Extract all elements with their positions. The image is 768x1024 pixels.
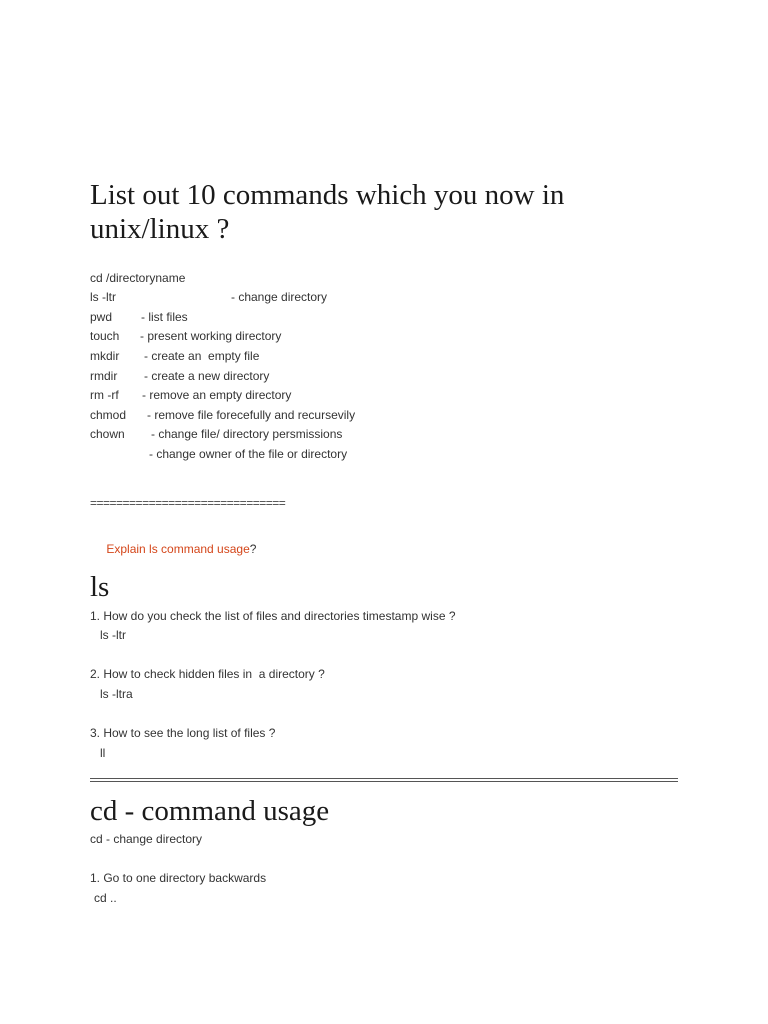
command-name: chmod [90, 407, 127, 422]
command-name: cd /directoryname [90, 270, 186, 285]
cd-question-1: 1. Go to one directory backwards [90, 871, 267, 885]
command-description: - remove file forecefully and recursevily [147, 407, 356, 422]
command-description: - remove an empty directory [142, 388, 292, 403]
command-name: pwd [90, 309, 113, 324]
command-name: chown [90, 427, 125, 442]
command-name: rmdir [90, 368, 118, 383]
heading-ten-commands-line1: List out 10 commands which you now in [90, 179, 565, 211]
command-name: ls -ltr [90, 290, 116, 305]
ls-question-3: 3. How to see the long list of files ? [90, 726, 276, 740]
command-description: - present working directory [140, 329, 282, 344]
command-name: touch [90, 329, 120, 344]
command-description: - change owner of the file or directory [149, 446, 348, 461]
ls-answer-1: ls -ltr [100, 628, 126, 642]
ls-question-2: 2. How to check hidden files in a directory ? [90, 667, 325, 681]
document-page [90, 0, 680, 1024]
command-list [90, 249, 356, 461]
command-description: - change file/ directory persmissions [151, 427, 343, 442]
command-name: mkdir [90, 348, 120, 363]
explain-ls-suffix: ? [249, 542, 257, 556]
cd-intro: cd - change directory [90, 832, 203, 846]
explain-ls-question [93, 521, 256, 578]
explain-ls-link[interactable]: Explain ls command usage [106, 542, 250, 556]
command-description: - list files [141, 309, 188, 324]
section-divider [90, 778, 678, 782]
ls-answer-2: ls -ltra [100, 687, 133, 701]
separator-line: ============================== [90, 496, 286, 510]
cd-answer-1: cd .. [94, 891, 117, 905]
command-name: rm -rf [90, 388, 119, 403]
command-description: - create an empty file [144, 348, 260, 363]
heading-ls: ls [90, 571, 110, 603]
heading-cd-command-usage: cd - command usage [90, 795, 330, 827]
ls-answer-3: ll [100, 746, 106, 760]
heading-ten-commands-line2: unix/linux ? [90, 213, 230, 245]
command-description: - change directory [231, 290, 328, 305]
command-description: - create a new directory [144, 368, 270, 383]
ls-question-1: 1. How do you check the list of files and directories timestamp wise ? [90, 609, 456, 623]
